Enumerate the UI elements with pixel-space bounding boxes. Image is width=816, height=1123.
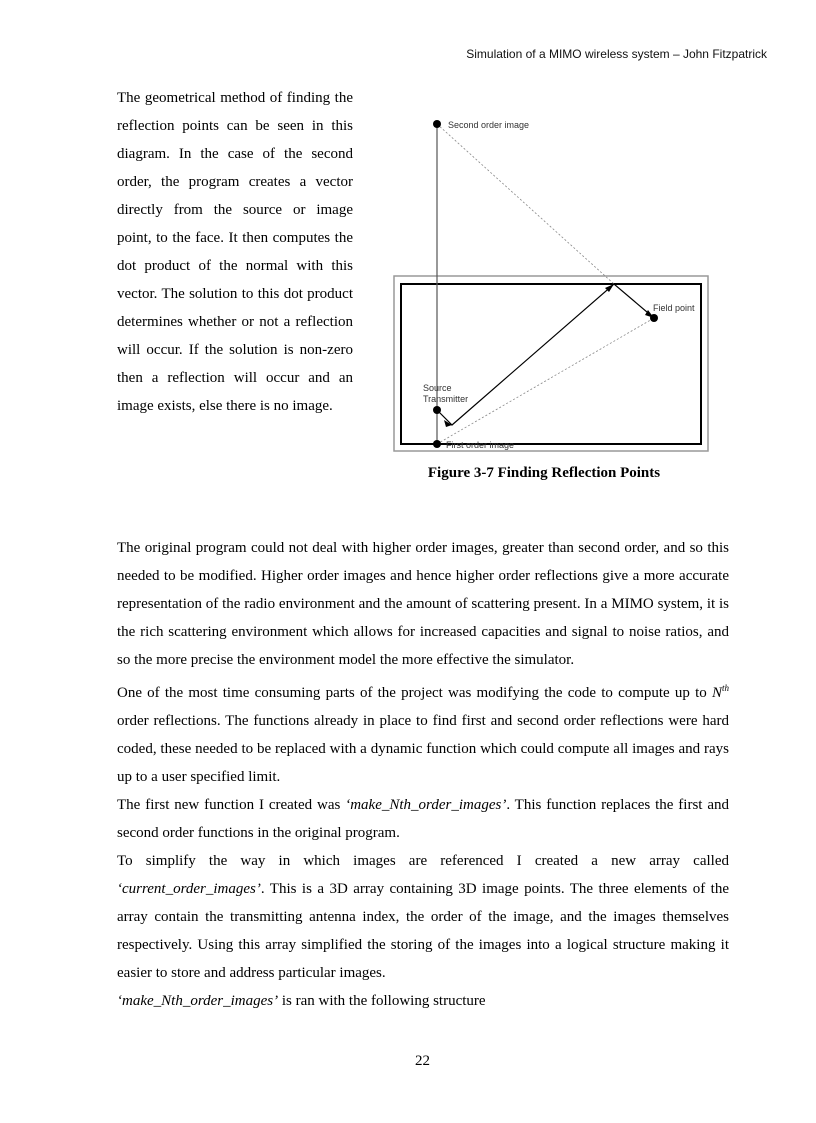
figure-caption: Figure 3-7 Finding Reflection Points — [427, 465, 661, 481]
first-order-projection — [437, 318, 654, 444]
paragraph-2: One of the most time consuming parts of the project was modifying the code to compute up to $N^{th}$ order reflections. The functions already in place to find first and second order reflections were hard coded, these needed to be replaced with a dynamic function which could compute all images and rays up to a user specified limit. — [117, 683, 729, 785]
paragraph-4: To simplify the way in which images are referenced I created a new array called ‘current_order_images’. This is a 3D array containing 3D image points. The three elements of the array contain the transmitting antenna index, the order of the image, and the images themselves respectively. Using this array simplified the storing of the images into a logical structure making it easier to store and address particular images. — [117, 853, 729, 981]
second-order-image-point — [433, 120, 441, 128]
page-number: 22 — [415, 1053, 430, 1069]
paragraph-1: The original program could not deal with higher order images, greater than second order, and so this needed to be modified. Higher order images and hence higher order reflections give a more accurate representation of the radio environment and the amount of scattering present. In a MIMO system, it is the rich scattering environment which allows for increased capacities and signal to noise ratios, and so the more precise the environment model the more effective the simulator. — [117, 540, 729, 668]
source-label: Source — [423, 383, 452, 393]
intro-paragraph: The geometrical method of finding the reflection points can be seen in this diagram. In the case of the second order, the program creates a vector directly from the source or image point, to the face. It then computes the dot product of the normal with this vector. The solution to this dot product determines whether or not a reflection will occur. If the solution is non-zero then a reflection will occur and an image exists, else there is no image. — [117, 90, 353, 414]
paragraph-3: The first new function I created was ‘make_Nth_order_images’. This function replaces the first and second order functions in the original program. — [117, 797, 730, 841]
second-order-image-label: Second order image — [448, 120, 530, 130]
paragraph-5: ‘make_Nth_order_images’ is ran with the following structure — [117, 993, 486, 1009]
first-order-image-point — [433, 440, 441, 448]
first-order-image-label: First order image — [446, 440, 515, 450]
body-text — [117, 534, 729, 1015]
running-header: Simulation of a MIMO wireless system – John Fitzpatrick — [466, 47, 767, 61]
field-point-label: Field point — [653, 303, 695, 313]
reflection-diagram-svg — [392, 104, 710, 460]
second-order-projection — [437, 124, 614, 284]
ray-path — [437, 284, 654, 425]
transmitter-label: Transmitter — [423, 394, 469, 404]
reflection-diagram — [392, 104, 710, 460]
field-point — [650, 314, 658, 322]
source-transmitter-point — [433, 406, 441, 414]
